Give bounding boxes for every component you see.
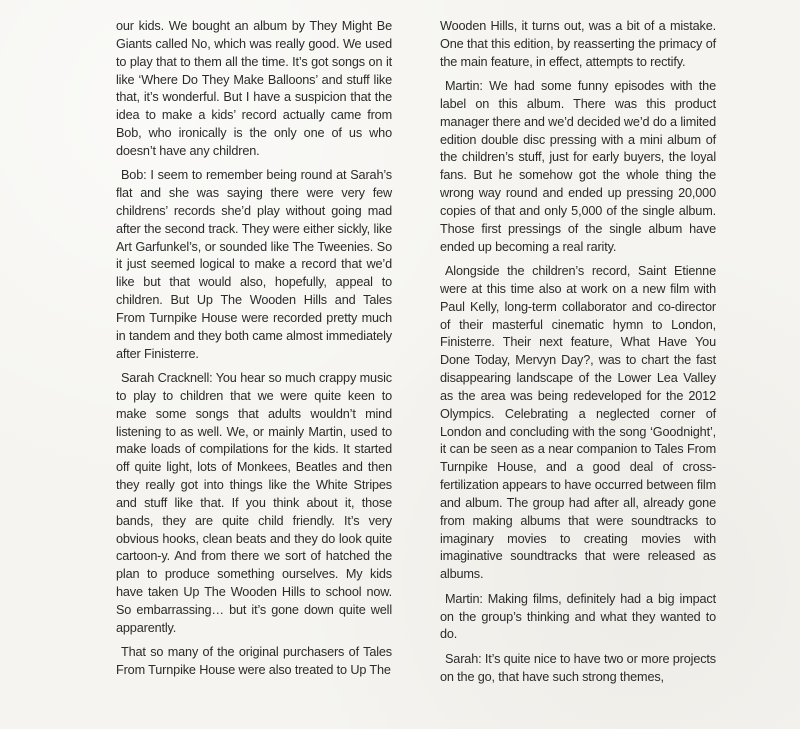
paragraph-original-purchasers: That so many of the original purchasers of Tales From Turnpike House were also treated to Up The xyxy=(116,645,392,678)
left-text-column xyxy=(116,18,392,686)
paragraph-new-film: Alongside the children’s record, Saint Etienne were at this time also at work on a new film with Paul Kelly, long-term collaborator and co-director of their masterful cinematic hymn to London, Finisterre. Their next feature, What Have You Done Today, Mervyn Day?, was to chart the fast disappearing landscape of the Lower Lea Valley as the area was being redeveloped for the 2012 Olympics. Celebrating a neglected corner of London and concluding with the song ‘Goodnight’, it can be seen as a near companion to Tales From Turnpike House, and a good deal of cross-fertilization appears to have occurred between film and album. The group had after all, already gone from making albums that were soundtracks to imaginary movies to creating movies with imaginative soundtracks that were released as albums. xyxy=(440,263,716,582)
paragraph-martin-making-films: Martin: Making films, definitely had a big impact on the group’s thinking and what they wanted to do. xyxy=(440,591,716,642)
paragraph-wooden-hills-mistake: Wooden Hills, it turns out, was a bit of a mistake. One that this edition, by reasserting the primacy of the main feature, in effect, attempts to rectify. xyxy=(440,19,716,69)
paragraph-kids-album: our kids. We bought an album by They Might Be Giants called No, which was really good. We used to play that to them all the time. It’s got songs on it like ‘Where Do They Make Balloons’ and stuff like that, it’s wonderful. But I have a suspicion that the idea to make a kids’ record actually came from Bob, who ironically is the only one of us who doesn’t have any children. xyxy=(116,19,392,158)
paragraph-sarah-projects: Sarah: It’s quite nice to have two or more projects on the go, that have such strong themes, xyxy=(440,651,716,684)
paragraph-sarah-cracknell-quote: Sarah Cracknell: You hear so much crappy music to play to children that we were quite keen to make some songs that adults wouldn’t mind listening to as well. We, or mainly Martin, used to make loads of compilations for the kids. It started off quite light, lots of Monkees, Beatles and then they really got into things like the White Stripes and stuff like that. If you think about it, those bands, they are quite child friendly. It’s very obvious hooks, clean beats and they do look quite cartoon-y. And from there we sort of hatched the plan to produce something ourselves. My kids have taken Up The Wooden Hills to school now. So embarrassing… but it’s gone down quite well apparently. xyxy=(116,371,392,635)
paragraph-martin-label-episode: Martin: We had some funny episodes with the label on this album. There was this product manager there and we’d decided we’d do a limited edition double disc pressing with a mini album of the children’s stuff, just for early buyers, the loyal fans. But he somehow got the whole thing the wrong way round and ended up pressing 20,000 copies of that and only 5,000 of the single album. Those first pressings of the single album have ended up becoming a real rarity. xyxy=(440,79,716,254)
right-text-column xyxy=(440,18,716,693)
paragraph-bob-quote: Bob: I seem to remember being round at Sarah’s flat and she was saying there were very few childrens’ records she’d play without going mad after the second track. They were either sickly, like Art Garfunkel’s, or sounded like The Tweenies. So it just seemed logical to make a record that we’d like but that would also, hopefully, appeal to children. But Up The Wooden Hills and Tales From Turnpike House were recorded pretty much in tandem and they both came almost immediately after Finisterre. xyxy=(116,168,392,361)
